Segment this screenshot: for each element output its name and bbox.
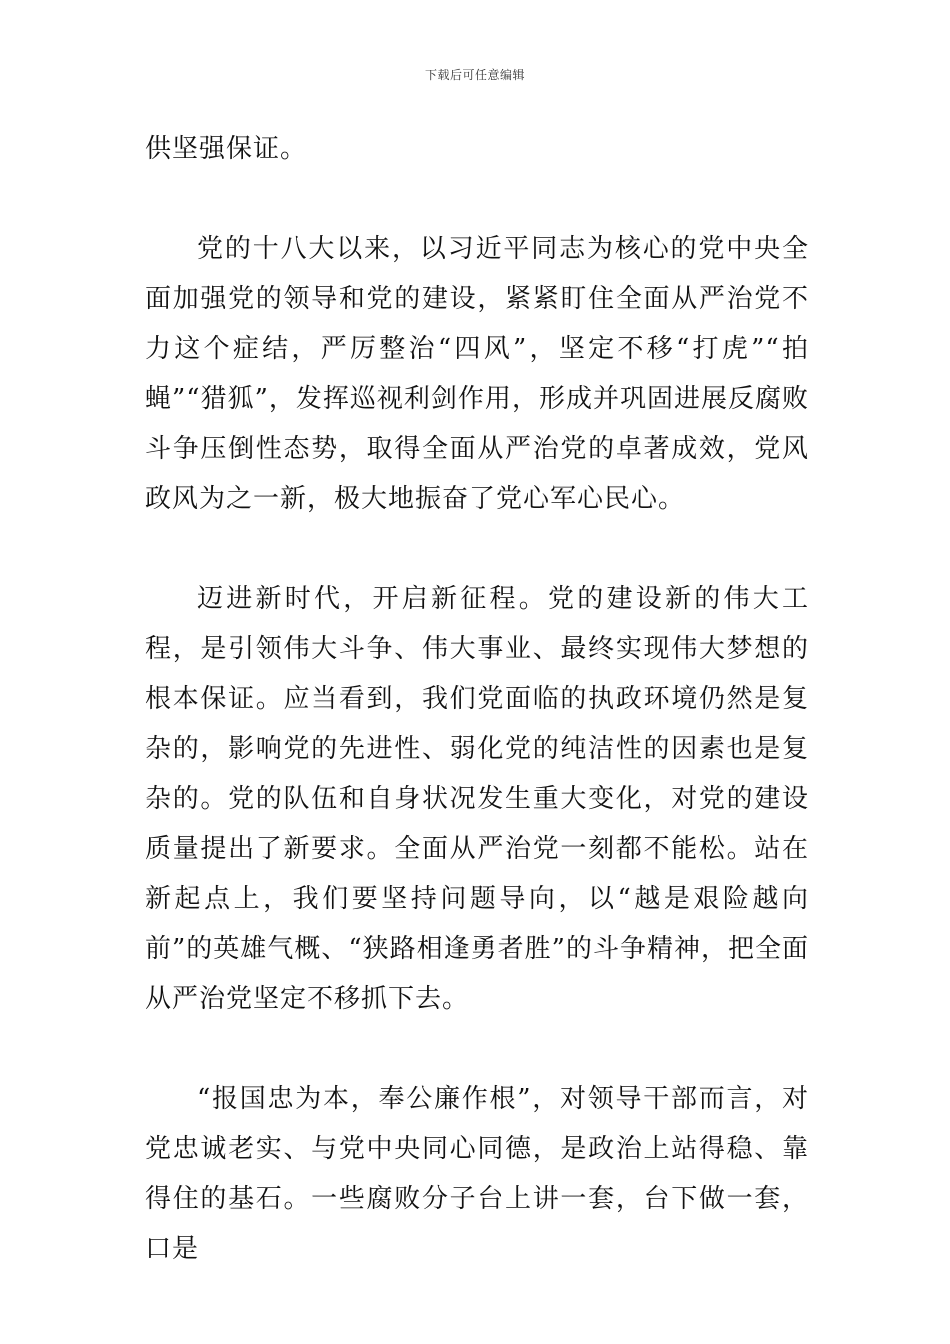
paragraph-3: 迈进新时代，开启新征程。党的建设新的伟大工程，是引领伟大斗争、伟大事业、最终实现伟大梦想的根本保证。应当看到，我们党面临的执政环境仍然是复杂的，影响党的先进性、弱化党的纯洁性的因素也是复杂的。党的队伍和自身状况发生重大变化，对党的建设质量提出了新要求。全面从严治党一刻都不能松。站在新起点上，我们要坚持问题导向，以“越是艰险越向前”的英雄气概、“狭路相逢勇者胜”的斗争精神，把全面从严治党坚定不移抓下去。 xyxy=(145,584,809,1014)
document-body xyxy=(145,124,809,1274)
paragraph-1: 供坚强保证。 xyxy=(145,134,308,164)
paragraph-2: 党的十八大以来，以习近平同志为核心的党中央全面加强党的领导和党的建设，紧紧盯住全面从严治党不力这个症结，严厉整治“四风”，坚定不移“打虎”“拍蝇”“猎狐”，发挥巡视利剑作用，形成并巩固进展反腐败斗争压倒性态势，取得全面从严治党的卓著成效，党风政风为之一新，极大地振奋了党心军心民心。 xyxy=(145,234,809,514)
paragraph-gap xyxy=(145,524,809,574)
paragraph-gap xyxy=(145,1024,809,1074)
paragraph-4: “报国忠为本，奉公廉作根”，对领导干部而言，对党忠诚老实、与党中央同心同德，是政治上站得稳、靠得住的基石。一些腐败分子台上讲一套，台下做一套，口是 xyxy=(145,1084,809,1264)
page-header-note: 下载后可任意编辑 xyxy=(424,68,525,82)
paragraph-gap xyxy=(145,174,809,224)
